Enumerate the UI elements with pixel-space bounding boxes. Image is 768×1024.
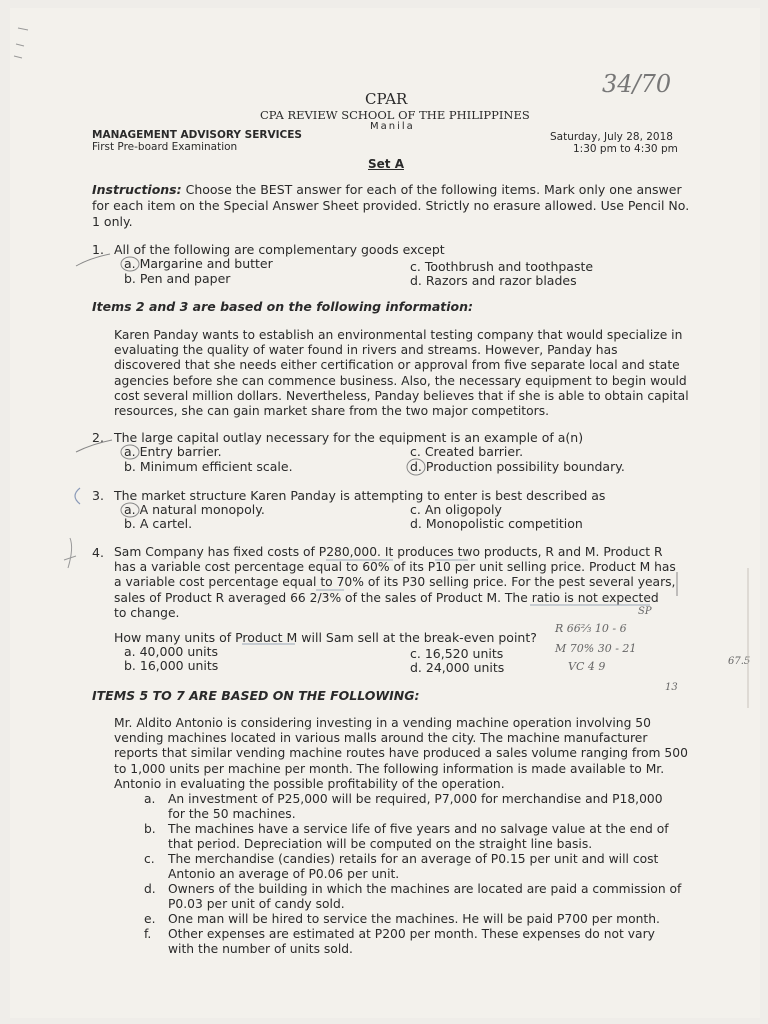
subject-title: MANAGEMENT ADVISORY SERVICES — [92, 129, 302, 141]
q4-option-c: c. 16,520 units — [410, 646, 504, 661]
problem-line: has a variable cost percentage equal to 60% of its P10 per unit selling price. Product M has — [114, 560, 676, 575]
q1-option-c: c. Toothbrush and toothpaste — [410, 259, 594, 274]
passage-line: resources, she can gain market share from the two major competitors. — [114, 404, 550, 419]
q4-question: How many units of Product M will Sam sell at the break-even point? — [114, 630, 537, 645]
note-sp: SP — [638, 606, 652, 617]
instructions-line1 — [92, 182, 682, 197]
q2-stem: The large capital outlay necessary for the equipment is an example of a(n) — [114, 430, 584, 445]
instructions-label: Instructions: — [92, 182, 182, 197]
section2-passage — [114, 716, 689, 792]
q1-option-b: b. Pen and paper — [124, 271, 231, 286]
q2-number: 2. — [92, 430, 104, 445]
mark-q4 — [64, 538, 76, 568]
item-line1: One man will be hired to service the machines. He will be paid P700 per month. — [168, 912, 660, 926]
page-ticks — [14, 28, 28, 58]
q4-option-b: b. 16,000 units — [124, 658, 219, 673]
item-line2: that period. Depreciation will be computed on the straight line basis. — [168, 837, 593, 852]
problem-line: to change. — [114, 605, 180, 620]
q3-option-c: c. An oligopoly — [410, 502, 502, 517]
q4-option-d: d. 24,000 units — [410, 660, 505, 675]
passage-line: Mr. Aldito Antonio is considering investing in a vending machine operation involving 50 — [114, 716, 651, 730]
q4-option-a: a. 40,000 units — [124, 644, 219, 659]
school-name: CPA REVIEW SCHOOL OF THE PHILIPPINES — [260, 108, 530, 122]
item-line2: with the number of units sold. — [168, 942, 353, 957]
exam-time: 1:30 pm to 4:30 pm — [573, 143, 678, 155]
q2-option-c: c. Created barrier. — [410, 444, 524, 459]
instructions-line2: for each item on the Special Answer Sheet provided. Strictly no erasure allowed. Use Pencil No. — [92, 198, 690, 213]
section2-heading: ITEMS 5 TO 7 ARE BASED ON THE FOLLOWING: — [92, 688, 420, 703]
passage-line: evaluating the quality of water found in rivers and streams. However, Panday has — [114, 343, 618, 358]
exam-name: First Pre-board Examination — [92, 141, 238, 153]
q1-number: 1. — [92, 242, 104, 257]
section1-heading: Items 2 and 3 are based on the following information: — [92, 299, 474, 314]
item-letter: b. — [144, 822, 156, 836]
item-line1: The machines have a service life of five years and no salvage value at the end of — [168, 822, 669, 836]
note-side: 67.5 — [728, 656, 751, 667]
section2-item-e — [144, 912, 689, 927]
school-abbr: CPAR — [365, 90, 408, 108]
item-letter: f. — [144, 927, 152, 941]
note-r-row: R 66⅔ 10 - 6 — [555, 622, 627, 635]
score-handwritten: 34/70 — [602, 70, 672, 98]
passage-line: vending machines located in various malls around the city. The machine manufacturer — [114, 731, 648, 746]
item-letter: a. — [144, 792, 156, 806]
item-line2: Antonio an average of P0.06 per unit. — [168, 867, 400, 882]
note-m-row: M 70% 30 - 21 — [555, 642, 637, 655]
passage-line: to 1,000 units per machine per month. The following information is made available to Mr. — [114, 761, 665, 776]
problem-line: sales of Product R averaged 66 2/3% of the sales of Product M. The ratio is not expected — [114, 590, 659, 605]
item-line2: P0.03 per unit of candy sold. — [168, 897, 345, 912]
section2-item-d — [144, 882, 689, 912]
passage-line: cost several million dollars. Nevertheless, Panday believes that if she is able to obtain capital — [114, 388, 689, 403]
instructions-line3: 1 only. — [92, 214, 133, 229]
passage-line: Karen Panday wants to establish an environmental testing company that would specialize in — [114, 328, 683, 342]
item-line2: for the 50 machines. — [168, 807, 296, 822]
c-mark-q3 — [75, 488, 80, 504]
q3-option-b: b. A cartel. — [124, 516, 193, 531]
item-line1: Owners of the building in which the machines are located are paid a commission of — [168, 882, 682, 896]
section1-passage — [114, 328, 689, 419]
q4-problem — [114, 545, 689, 621]
q2-option-b: b. Minimum efficient scale. — [124, 459, 293, 474]
set-label: Set A — [368, 157, 404, 171]
problem-line: Sam Company has fixed costs of P280,000. It produces two products, R and M. Product R — [114, 545, 663, 559]
item-line1: An investment of P25,000 will be required, P7,000 for merchandise and P18,000 — [168, 792, 663, 806]
q4-number: 4. — [92, 545, 104, 560]
item-letter: c. — [144, 852, 155, 866]
q2-option-a: a. Entry barrier. — [124, 444, 222, 459]
section2-item-a — [144, 792, 689, 822]
city: Manila — [370, 121, 415, 132]
q1-stem: All of the following are complementary goods except — [114, 242, 445, 257]
section2-item-b — [144, 822, 689, 852]
note-thirteen: 13 — [665, 682, 678, 693]
section2-item-f — [144, 927, 689, 957]
item-letter: e. — [144, 912, 156, 926]
passage-line: reports that similar vending machine routes have produced a sales volume ranging from 500 — [114, 746, 688, 761]
q3-stem: The market structure Karen Panday is attempting to enter is best described as — [114, 488, 606, 503]
section2-item-c — [144, 852, 689, 882]
exam-date: Saturday, July 28, 2018 — [550, 131, 673, 143]
passage-line: discovered that she needs either certification or approval from five separate local and state — [114, 358, 680, 373]
passage-line: agencies before she can commence business. Also, the necessary equipment to begin would — [114, 373, 687, 388]
exam-page — [10, 8, 760, 1018]
q3-option-d: d. Monopolistic competition — [410, 516, 583, 531]
q2-option-d: d. Production possibility boundary. — [410, 459, 625, 474]
q1-option-d: d. Razors and razor blades — [410, 273, 577, 288]
note-vc-row: VC 4 9 — [568, 660, 606, 673]
q1-option-a: a. Margarine and butter — [124, 256, 273, 271]
item-line1: Other expenses are estimated at P200 per month. These expenses do not vary — [168, 927, 655, 941]
problem-line: a variable cost percentage equal to 70% of its P30 selling price. For the pest several years, — [114, 575, 676, 590]
item-letter: d. — [144, 882, 156, 896]
q3-number: 3. — [92, 488, 104, 503]
item-line1: The merchandise (candies) retails for an average of P0.15 per unit and will cost — [168, 852, 659, 866]
q3-option-a: a. A natural monopoly. — [124, 502, 265, 517]
passage-line: Antonio in evaluating the possible profitability of the operation. — [114, 776, 505, 791]
instructions-text1: Choose the BEST answer for each of the following items. Mark only one answer — [185, 182, 682, 197]
